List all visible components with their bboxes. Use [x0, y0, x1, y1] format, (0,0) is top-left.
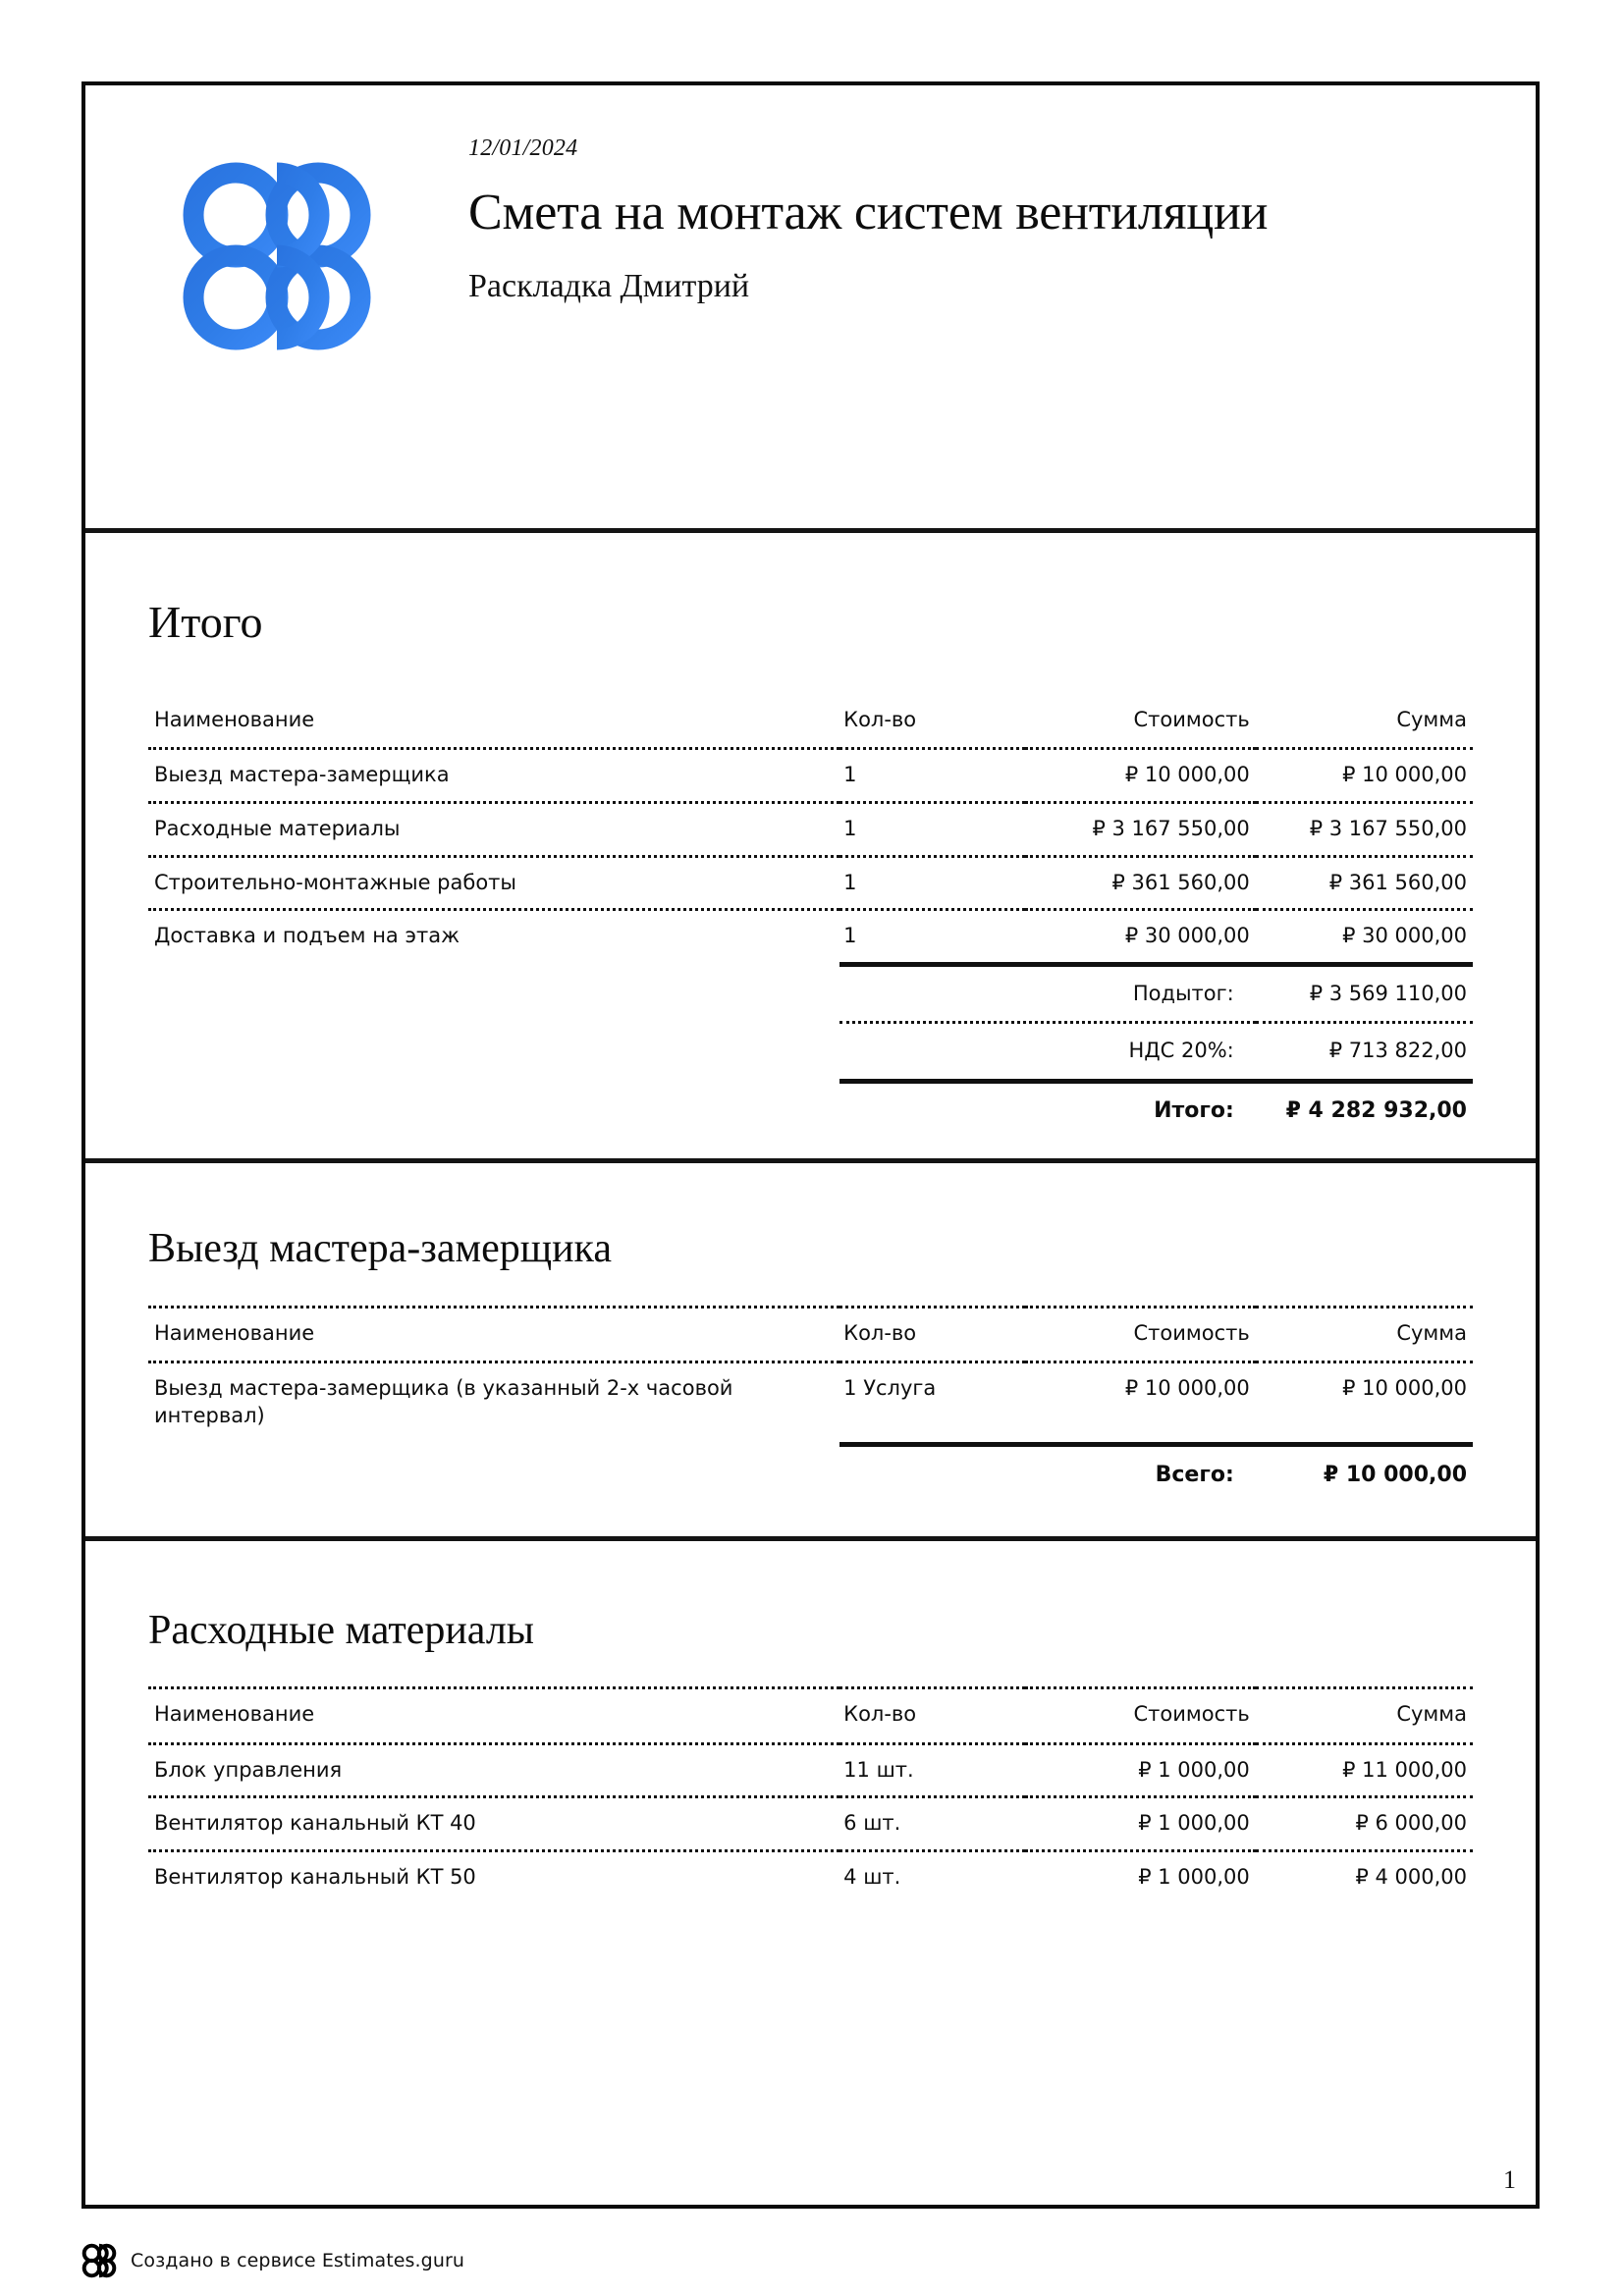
grand-total-label: Итого:: [839, 1081, 1256, 1139]
master-visit-section-title: Выезд мастера-замерщика: [148, 1226, 612, 1272]
cell-price: ₽ 10 000,00: [1025, 749, 1256, 803]
cell-name: Расходные материалы: [148, 803, 839, 857]
subtotal-row: [148, 965, 1473, 1023]
vat-row: [148, 1023, 1473, 1081]
subtotal-label: Подытог:: [839, 965, 1256, 1023]
table-row: [148, 803, 1473, 857]
cell-price: ₽ 30 000,00: [1025, 910, 1256, 962]
cell-qty: 1: [839, 803, 1025, 857]
cell-name: Вентилятор канальный КТ 40: [148, 1797, 839, 1851]
header-text-block: [468, 85, 1536, 307]
table-header-row: [148, 1307, 1473, 1362]
column-header-name: Наименование: [148, 1307, 839, 1362]
cell-sum: ₽ 6 000,00: [1256, 1797, 1473, 1851]
cell-sum: ₽ 30 000,00: [1256, 910, 1473, 962]
column-header-price: Стоимость: [1025, 1307, 1256, 1362]
cell-qty: 6 шт.: [839, 1797, 1025, 1851]
column-header-name: Наименование: [148, 1687, 839, 1743]
summary-totals-table: [148, 962, 1473, 1139]
column-header-qty: Кол-во: [839, 1687, 1025, 1743]
cell-sum: ₽ 10 000,00: [1256, 749, 1473, 803]
cell-qty: 11 шт.: [839, 1743, 1025, 1797]
table-row: [148, 1851, 1473, 1903]
materials-section-title: Расходные материалы: [148, 1607, 534, 1653]
cell-name: Выезд мастера-замерщика: [148, 749, 839, 803]
summary-table: [148, 695, 1473, 963]
cell-price: ₽ 361 560,00: [1025, 856, 1256, 910]
grand-total-value: ₽ 4 282 932,00: [1256, 1081, 1473, 1139]
cell-sum: ₽ 361 560,00: [1256, 856, 1473, 910]
cell-qty: 1: [839, 910, 1025, 962]
cell-name: Строительно-монтажные работы: [148, 856, 839, 910]
section-total-row: [148, 1444, 1473, 1495]
page-number: 1: [1503, 2165, 1516, 2194]
section-total-label: Всего:: [839, 1444, 1256, 1495]
cell-price: ₽ 10 000,00: [1025, 1362, 1256, 1442]
master-visit-table: [148, 1306, 1473, 1442]
cell-sum: ₽ 3 167 550,00: [1256, 803, 1473, 857]
section-total-value: ₽ 10 000,00: [1256, 1444, 1473, 1495]
quatrefoil-clover-logo-icon: [81, 2243, 117, 2278]
cell-qty: 1: [839, 856, 1025, 910]
cell-name: Вентилятор канальный КТ 50: [148, 1851, 839, 1903]
table-header-row: [148, 1687, 1473, 1743]
cell-name: Блок управления: [148, 1743, 839, 1797]
materials-section: [85, 1541, 1536, 1903]
document-subtitle: Раскладка Дмитрий: [468, 268, 750, 305]
column-header-price: Стоимость: [1133, 707, 1250, 731]
brand-logo-wrap: [85, 85, 468, 354]
document-header: [85, 85, 1536, 533]
cell-price: ₽ 3 167 550,00: [1025, 803, 1256, 857]
materials-table: [148, 1686, 1473, 1903]
vat-label: НДС 20%:: [839, 1023, 1256, 1081]
grand-total-row: [148, 1081, 1473, 1139]
master-visit-section: [85, 1163, 1536, 1540]
cell-price: ₽ 1 000,00: [1025, 1797, 1256, 1851]
table-row: [148, 1362, 1473, 1442]
cell-qty: 1 Услуга: [839, 1362, 1025, 1442]
spacer-cell: [148, 1081, 839, 1139]
summary-section-title: Итого: [148, 597, 263, 647]
table-row: [148, 1743, 1473, 1797]
column-header-sum: Сумма: [1256, 1307, 1473, 1362]
cell-sum: ₽ 4 000,00: [1256, 1851, 1473, 1903]
cell-sum: ₽ 10 000,00: [1256, 1362, 1473, 1442]
cell-price: ₽ 1 000,00: [1025, 1851, 1256, 1903]
table-row: [148, 856, 1473, 910]
table-row: [148, 749, 1473, 803]
table-row: [148, 910, 1473, 962]
document-footer: [81, 2243, 464, 2278]
page-title: Смета на монтаж систем вентиляции: [468, 185, 1269, 240]
spacer-cell: [148, 1444, 839, 1495]
spacer-cell: [148, 1023, 839, 1081]
footer-credit-text: Создано в сервисе Estimates.guru: [131, 2250, 465, 2271]
cell-qty: 4 шт.: [839, 1851, 1025, 1903]
table-header-row: [148, 695, 1473, 749]
table-row: [148, 1797, 1473, 1851]
quatrefoil-clover-logo-icon: [179, 158, 375, 354]
column-header-sum: Сумма: [1396, 707, 1467, 731]
column-header-qty: Кол-во: [839, 1307, 1025, 1362]
vat-value: ₽ 713 822,00: [1256, 1023, 1473, 1081]
cell-sum: ₽ 11 000,00: [1256, 1743, 1473, 1797]
document-date: 12/01/2024: [468, 135, 578, 161]
column-header-name: Наименование: [154, 707, 315, 731]
cell-qty: 1: [839, 749, 1025, 803]
document-page: [81, 81, 1540, 2209]
spacer-cell: [148, 965, 839, 1023]
subtotal-value: ₽ 3 569 110,00: [1256, 965, 1473, 1023]
cell-price: ₽ 1 000,00: [1025, 1743, 1256, 1797]
summary-section: [85, 533, 1536, 1163]
cell-name: Выезд мастера-замерщика (в указанный 2-х часовой интервал): [148, 1362, 839, 1442]
column-header-price: Стоимость: [1025, 1687, 1256, 1743]
master-visit-total-table: [148, 1442, 1473, 1495]
column-header-sum: Сумма: [1256, 1687, 1473, 1743]
cell-name: Доставка и подъем на этаж: [148, 910, 839, 962]
column-header-qty: Кол-во: [843, 707, 917, 731]
